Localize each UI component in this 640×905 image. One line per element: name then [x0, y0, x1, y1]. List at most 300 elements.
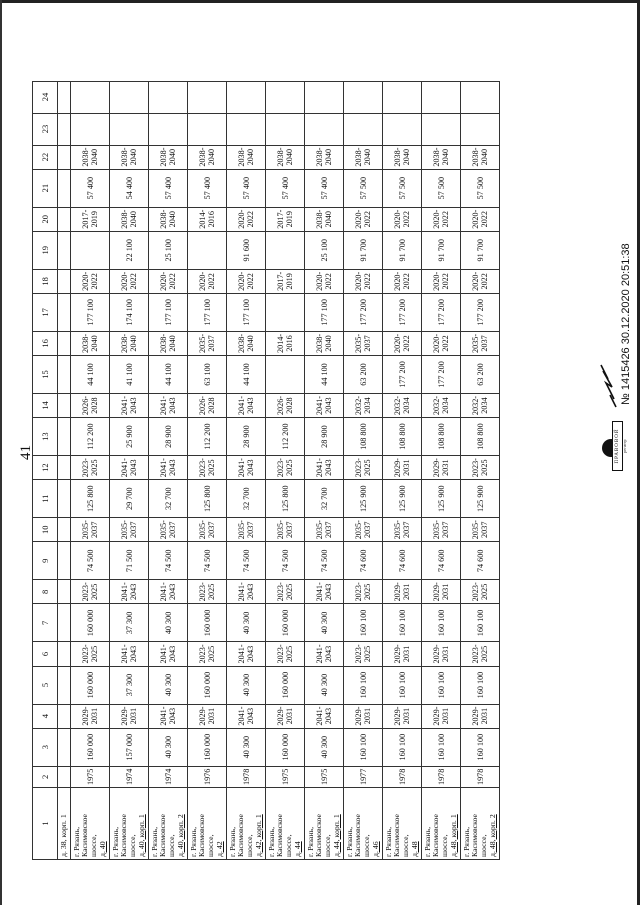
cell-col-16: 2038-2040	[305, 331, 344, 355]
address-cell	[227, 788, 266, 860]
cell-col-8: 2029-2031	[422, 580, 461, 604]
empty-cell	[58, 207, 71, 231]
cell-col-3: 160 100	[422, 728, 461, 766]
column-number-23: 23	[33, 113, 58, 145]
cell-col-9: 74 500	[227, 542, 266, 580]
empty-cell	[58, 81, 71, 113]
cell-col-7: 160 100	[461, 604, 500, 642]
empty-cell	[58, 704, 71, 728]
empty-cell	[58, 393, 71, 417]
cell-col-10: 2035-2037	[149, 518, 188, 542]
cell-col-20: 2017-2019	[266, 207, 305, 231]
cell-col-4: 2041-2043	[305, 704, 344, 728]
cell-col-21: 57 400	[71, 169, 110, 207]
column-number-24: 24	[33, 81, 58, 113]
cell-col-5: 160 000	[266, 666, 305, 704]
address-cell	[188, 788, 227, 860]
cell-col-15: 177 200	[383, 355, 422, 393]
cell-col-8: 2029-2031	[383, 580, 422, 604]
table-row	[110, 81, 149, 859]
cell-col-5: 160 100	[422, 666, 461, 704]
address-line: г. Рязань,	[188, 826, 198, 857]
cell-col-8: 2041-2043	[305, 580, 344, 604]
cell-col-12: 2023-2025	[71, 456, 110, 480]
cell-col-6: 2041-2043	[227, 642, 266, 666]
cell-col-15: 44 100	[305, 355, 344, 393]
cell-col-16: 2020-2022	[422, 331, 461, 355]
empty-cell	[58, 580, 71, 604]
cell-col-11: 125 900	[422, 480, 461, 518]
cell-col-10: 2035-2037	[461, 518, 500, 542]
cell-col-5: 160 100	[344, 666, 383, 704]
cell-col-19: 22 100	[110, 231, 149, 269]
cell-col-23	[422, 113, 461, 145]
cell-col-2: 1975	[266, 766, 305, 787]
column-number-16: 16	[33, 331, 58, 355]
cell-col-15: 63 200	[344, 355, 383, 393]
cell-col-5: 160 100	[461, 666, 500, 704]
address-cell	[305, 788, 344, 860]
cell-col-10: 2035-2037	[422, 518, 461, 542]
empty-cell	[58, 113, 71, 145]
cell-col-13: 112 200	[71, 418, 110, 456]
address-cell	[344, 788, 383, 860]
data-table	[32, 81, 500, 860]
cell-col-23	[383, 113, 422, 145]
address-line: г. Рязань,	[110, 826, 120, 857]
address-line: Касимовское	[353, 814, 363, 857]
empty-cell	[58, 269, 71, 293]
cell-col-20: 2020-2022	[461, 207, 500, 231]
address-line: шоссе,	[401, 834, 410, 857]
cell-col-12: 2041-2043	[305, 456, 344, 480]
cell-col-17	[266, 293, 305, 331]
empty-cell	[58, 642, 71, 666]
cell-col-4: 2029-2031	[461, 704, 500, 728]
cell-col-22: 2038-2040	[71, 145, 110, 169]
cell-col-12: 2041-2043	[110, 456, 149, 480]
cell-col-6: 2029-2031	[422, 642, 461, 666]
column-number-1: 1	[33, 788, 58, 860]
address-cell	[422, 788, 461, 860]
cell-col-5: 40 300	[305, 666, 344, 704]
cell-col-18: 2020-2022	[188, 269, 227, 293]
address-line: д. 48, корп. 1	[448, 814, 458, 857]
address-line: Касимовское	[431, 814, 441, 857]
cell-col-12: 2023-2025	[266, 456, 305, 480]
cell-col-4: 2029-2031	[188, 704, 227, 728]
cell-col-3: 40 300	[227, 728, 266, 766]
cell-col-20: 2020-2022	[344, 207, 383, 231]
cell-col-7: 160 100	[344, 604, 383, 642]
cell-col-3: 40 300	[149, 728, 188, 766]
empty-cell	[58, 666, 71, 704]
address-cell	[149, 788, 188, 860]
column-number-7: 7	[33, 604, 58, 642]
address-line: шоссе,	[323, 834, 332, 857]
cell-col-4: 2029-2031	[110, 704, 149, 728]
cell-col-22: 2038-2040	[461, 145, 500, 169]
signature-icon	[598, 349, 620, 409]
cell-col-11: 29 700	[110, 480, 149, 518]
cell-col-22: 2038-2040	[227, 145, 266, 169]
cell-col-11: 125 900	[461, 480, 500, 518]
address-line: д. 42, корп. 1	[253, 814, 263, 857]
cell-col-19	[188, 231, 227, 269]
cell-col-15: 41 100	[110, 355, 149, 393]
cell-col-20: 2038-2040	[149, 207, 188, 231]
cell-col-3: 160 100	[383, 728, 422, 766]
cell-col-19: 25 100	[149, 231, 188, 269]
cell-col-13: 112 200	[188, 418, 227, 456]
cell-col-12: 2023-2025	[188, 456, 227, 480]
cell-col-18: 2020-2022	[110, 269, 149, 293]
cell-col-24	[461, 81, 500, 113]
cell-col-8: 2023-2025	[188, 580, 227, 604]
cell-col-6: 2041-2043	[149, 642, 188, 666]
cell-col-9: 74 600	[383, 542, 422, 580]
column-number-12: 12	[33, 456, 58, 480]
cell-col-20: 2020-2022	[383, 207, 422, 231]
cell-col-24	[266, 81, 305, 113]
cell-col-15: 44 100	[149, 355, 188, 393]
cell-col-11: 32 700	[149, 480, 188, 518]
cell-col-21: 57 500	[344, 169, 383, 207]
cell-col-21: 54 400	[110, 169, 149, 207]
cell-col-19	[71, 231, 110, 269]
empty-cell	[58, 331, 71, 355]
cell-col-11: 125 900	[344, 480, 383, 518]
cell-col-21: 57 400	[188, 169, 227, 207]
table-row	[461, 81, 500, 859]
cell-col-17: 177 100	[305, 293, 344, 331]
address-line: шоссе,	[362, 834, 371, 857]
address-line: Касимовское	[158, 814, 168, 857]
empty-cell	[58, 480, 71, 518]
cell-col-14: 2032-2034	[383, 393, 422, 417]
cell-col-2: 1978	[227, 766, 266, 787]
column-number-21: 21	[33, 169, 58, 207]
cell-col-18: 2020-2022	[71, 269, 110, 293]
cell-col-8: 2023-2025	[344, 580, 383, 604]
address-cell	[461, 788, 500, 860]
table-row	[383, 81, 422, 859]
cell-col-2: 1977	[344, 766, 383, 787]
cell-col-22: 2038-2040	[383, 145, 422, 169]
address-line: Касимовское	[197, 814, 207, 857]
cell-col-13: 108 800	[383, 418, 422, 456]
cell-col-24	[188, 81, 227, 113]
cell-col-6: 2041-2043	[110, 642, 149, 666]
footer	[598, 15, 638, 475]
cell-col-4: 2041-2043	[149, 704, 188, 728]
cell-col-2: 1974	[149, 766, 188, 787]
cell-col-14: 2026-2028	[266, 393, 305, 417]
cell-col-6: 2041-2043	[305, 642, 344, 666]
address-line: г. Рязань,	[461, 826, 471, 857]
cell-col-22: 2038-2040	[422, 145, 461, 169]
cell-col-12: 2023-2025	[344, 456, 383, 480]
cell-col-8: 2041-2043	[110, 580, 149, 604]
column-number-14: 14	[33, 393, 58, 417]
address-line: шоссе,	[89, 834, 98, 857]
column-number-17: 17	[33, 293, 58, 331]
column-number-10: 10	[33, 518, 58, 542]
registration-number: № 1415426 30.12.2020 20:51:38	[620, 243, 632, 405]
address-line: Касимовское	[470, 814, 480, 857]
address-cell: д. 38, корп. 1	[58, 788, 71, 860]
cell-col-16: 2038-2040	[149, 331, 188, 355]
registry-stamp	[602, 417, 628, 475]
empty-cell	[58, 604, 71, 642]
column-number-4: 4	[33, 704, 58, 728]
cell-col-7: 40 300	[149, 604, 188, 642]
cell-col-8: 2041-2043	[149, 580, 188, 604]
cell-col-13: 108 800	[344, 418, 383, 456]
address-cell	[266, 788, 305, 860]
cell-col-5: 37 300	[110, 666, 149, 704]
cell-col-20: 2017-2019	[71, 207, 110, 231]
cell-col-23	[188, 113, 227, 145]
column-number-8: 8	[33, 580, 58, 604]
address-cell	[110, 788, 149, 860]
cell-col-24	[383, 81, 422, 113]
empty-cell	[58, 766, 71, 787]
cell-col-24	[110, 81, 149, 113]
address-line: г. Рязань,	[266, 826, 276, 857]
address-line: д. 40, корп. 2	[175, 814, 185, 857]
cell-col-6: 2023-2025	[344, 642, 383, 666]
cell-col-12: 2023-2025	[461, 456, 500, 480]
cell-col-18: 2020-2022	[149, 269, 188, 293]
cell-col-19: 91 700	[422, 231, 461, 269]
cell-col-4: 2041-2043	[227, 704, 266, 728]
stamp-dome-icon	[602, 439, 612, 457]
cell-col-10: 2035-2037	[305, 518, 344, 542]
cell-col-15: 44 100	[71, 355, 110, 393]
cell-col-11: 125 800	[188, 480, 227, 518]
address-line: шоссе,	[167, 834, 176, 857]
table-row	[422, 81, 461, 859]
empty-cell	[58, 418, 71, 456]
empty-cell	[58, 542, 71, 580]
cell-col-11: 125 800	[266, 480, 305, 518]
cell-col-18: 2017-2019	[266, 269, 305, 293]
address-line: д. 44	[292, 841, 302, 857]
cell-col-19: 91 700	[461, 231, 500, 269]
cell-col-3: 160 100	[461, 728, 500, 766]
cell-col-2: 1978	[461, 766, 500, 787]
cell-col-18: 2020-2022	[383, 269, 422, 293]
cell-col-14: 2032-2034	[461, 393, 500, 417]
cell-col-24	[344, 81, 383, 113]
table-row	[266, 81, 305, 859]
cell-col-23	[461, 113, 500, 145]
cell-col-13: 25 900	[110, 418, 149, 456]
empty-cell	[58, 456, 71, 480]
empty-cell	[58, 728, 71, 766]
cell-col-10: 2035-2037	[383, 518, 422, 542]
cell-col-14: 2032-2034	[422, 393, 461, 417]
cell-col-12: 2029-2031	[422, 456, 461, 480]
address-line: Касимовское	[275, 814, 285, 857]
cell-col-8: 2023-2025	[71, 580, 110, 604]
cell-col-20: 2014-2016	[188, 207, 227, 231]
cell-col-10: 2035-2037	[110, 518, 149, 542]
address-line: шоссе,	[440, 834, 449, 857]
address-line: Касимовское	[314, 814, 324, 857]
address-line: д. 40	[97, 841, 107, 857]
cell-col-14: 2041-2043	[227, 393, 266, 417]
cell-col-19: 91 700	[344, 231, 383, 269]
empty-cell	[58, 355, 71, 393]
cell-col-4: 2029-2031	[266, 704, 305, 728]
cell-col-18: 2020-2022	[227, 269, 266, 293]
column-number-row	[33, 81, 58, 859]
cell-col-8: 2023-2025	[461, 580, 500, 604]
cell-col-15: 177 200	[422, 355, 461, 393]
cell-col-3: 160 000	[266, 728, 305, 766]
cell-col-3: 40 300	[305, 728, 344, 766]
address-line: шоссе,	[284, 834, 293, 857]
cell-col-16: 2035-2037	[344, 331, 383, 355]
cell-col-18: 2020-2022	[461, 269, 500, 293]
address-line: г. Рязань,	[383, 826, 393, 857]
cell-col-15	[266, 355, 305, 393]
cell-col-9: 74 500	[305, 542, 344, 580]
cell-col-23	[344, 113, 383, 145]
column-number-13: 13	[33, 418, 58, 456]
cell-col-8: 2023-2025	[266, 580, 305, 604]
cell-col-23	[227, 113, 266, 145]
cell-col-17: 177 100	[188, 293, 227, 331]
cell-col-17: 177 100	[149, 293, 188, 331]
cell-col-18: 2020-2022	[305, 269, 344, 293]
address-line: д. 40, корп. 1	[136, 814, 146, 857]
cell-col-19: 91 600	[227, 231, 266, 269]
cell-col-7: 40 300	[227, 604, 266, 642]
cell-col-5: 160 100	[383, 666, 422, 704]
empty-cell	[58, 145, 71, 169]
cell-col-14: 2041-2043	[149, 393, 188, 417]
cell-col-8: 2041-2043	[227, 580, 266, 604]
cell-col-5: 160 000	[71, 666, 110, 704]
cell-col-19: 91 700	[383, 231, 422, 269]
column-number-18: 18	[33, 269, 58, 293]
column-number-2: 2	[33, 766, 58, 787]
cell-col-13: 28 900	[149, 418, 188, 456]
cell-col-23	[305, 113, 344, 145]
column-number-5: 5	[33, 666, 58, 704]
cell-col-9: 74 500	[149, 542, 188, 580]
table-row	[227, 81, 266, 859]
address-line: д. 48	[409, 841, 419, 857]
cell-col-7: 40 300	[305, 604, 344, 642]
cell-col-14: 2026-2028	[188, 393, 227, 417]
cell-col-13: 28 900	[227, 418, 266, 456]
column-number-15: 15	[33, 355, 58, 393]
cell-col-12: 2041-2043	[227, 456, 266, 480]
cell-col-7: 160 000	[71, 604, 110, 642]
cell-col-22: 2038-2040	[266, 145, 305, 169]
empty-cell	[58, 518, 71, 542]
cell-col-6: 2023-2025	[461, 642, 500, 666]
address-cell	[71, 788, 110, 860]
address-line: г. Рязань,	[149, 826, 159, 857]
cell-col-24	[227, 81, 266, 113]
cell-col-5: 40 300	[227, 666, 266, 704]
empty-cell	[58, 293, 71, 331]
cell-col-17: 177 200	[383, 293, 422, 331]
address-line: д. 44, корп. 1	[331, 814, 341, 857]
cell-col-2: 1976	[188, 766, 227, 787]
cell-col-16: 2035-2037	[188, 331, 227, 355]
column-number-22: 22	[33, 145, 58, 169]
cell-col-15: 63 100	[188, 355, 227, 393]
cell-col-16: 2038-2040	[110, 331, 149, 355]
cell-col-24	[422, 81, 461, 113]
cell-col-4: 2029-2031	[422, 704, 461, 728]
empty-cell	[58, 231, 71, 269]
cell-col-9: 74 500	[188, 542, 227, 580]
cell-col-14: 2041-2043	[110, 393, 149, 417]
cell-col-12: 2041-2043	[149, 456, 188, 480]
cell-col-11: 125 900	[383, 480, 422, 518]
cell-col-22: 2038-2040	[344, 145, 383, 169]
cell-col-17: 177 200	[461, 293, 500, 331]
cell-col-7: 160 100	[383, 604, 422, 642]
cell-col-16: 2020-2022	[383, 331, 422, 355]
cell-col-9: 74 500	[71, 542, 110, 580]
cell-col-6: 2023-2025	[71, 642, 110, 666]
table-row	[305, 81, 344, 859]
cell-col-3: 160 000	[71, 728, 110, 766]
cell-col-4: 2029-2031	[344, 704, 383, 728]
cell-col-10: 2035-2037	[188, 518, 227, 542]
cell-col-20: 2020-2022	[422, 207, 461, 231]
address-line: шоссе,	[206, 834, 215, 857]
cell-col-13: 28 900	[305, 418, 344, 456]
cell-col-5: 40 300	[149, 666, 188, 704]
cell-col-21: 57 500	[422, 169, 461, 207]
cell-col-19	[266, 231, 305, 269]
cell-col-22: 2038-2040	[305, 145, 344, 169]
cell-col-11: 125 800	[71, 480, 110, 518]
cell-col-24	[71, 81, 110, 113]
cell-col-4: 2029-2031	[383, 704, 422, 728]
cell-col-22: 2038-2040	[110, 145, 149, 169]
address-line: г. Рязань,	[71, 826, 81, 857]
cell-col-10: 2035-2037	[266, 518, 305, 542]
cell-col-7: 37 300	[110, 604, 149, 642]
cell-col-10: 2035-2037	[344, 518, 383, 542]
cell-col-11: 32 700	[305, 480, 344, 518]
cell-col-2: 1974	[110, 766, 149, 787]
cell-col-14: 2032-2034	[344, 393, 383, 417]
address-line: д. 42	[214, 841, 224, 857]
table-row	[188, 81, 227, 859]
cell-col-23	[266, 113, 305, 145]
cell-col-7: 160 100	[422, 604, 461, 642]
column-number-3: 3	[33, 728, 58, 766]
cell-col-23	[149, 113, 188, 145]
cell-col-7: 160 000	[188, 604, 227, 642]
cell-col-20: 2038-2040	[305, 207, 344, 231]
continuation-row	[58, 81, 71, 859]
cell-col-16: 2014-2016	[266, 331, 305, 355]
cell-col-16: 2035-2037	[461, 331, 500, 355]
cell-col-10: 2035-2037	[227, 518, 266, 542]
